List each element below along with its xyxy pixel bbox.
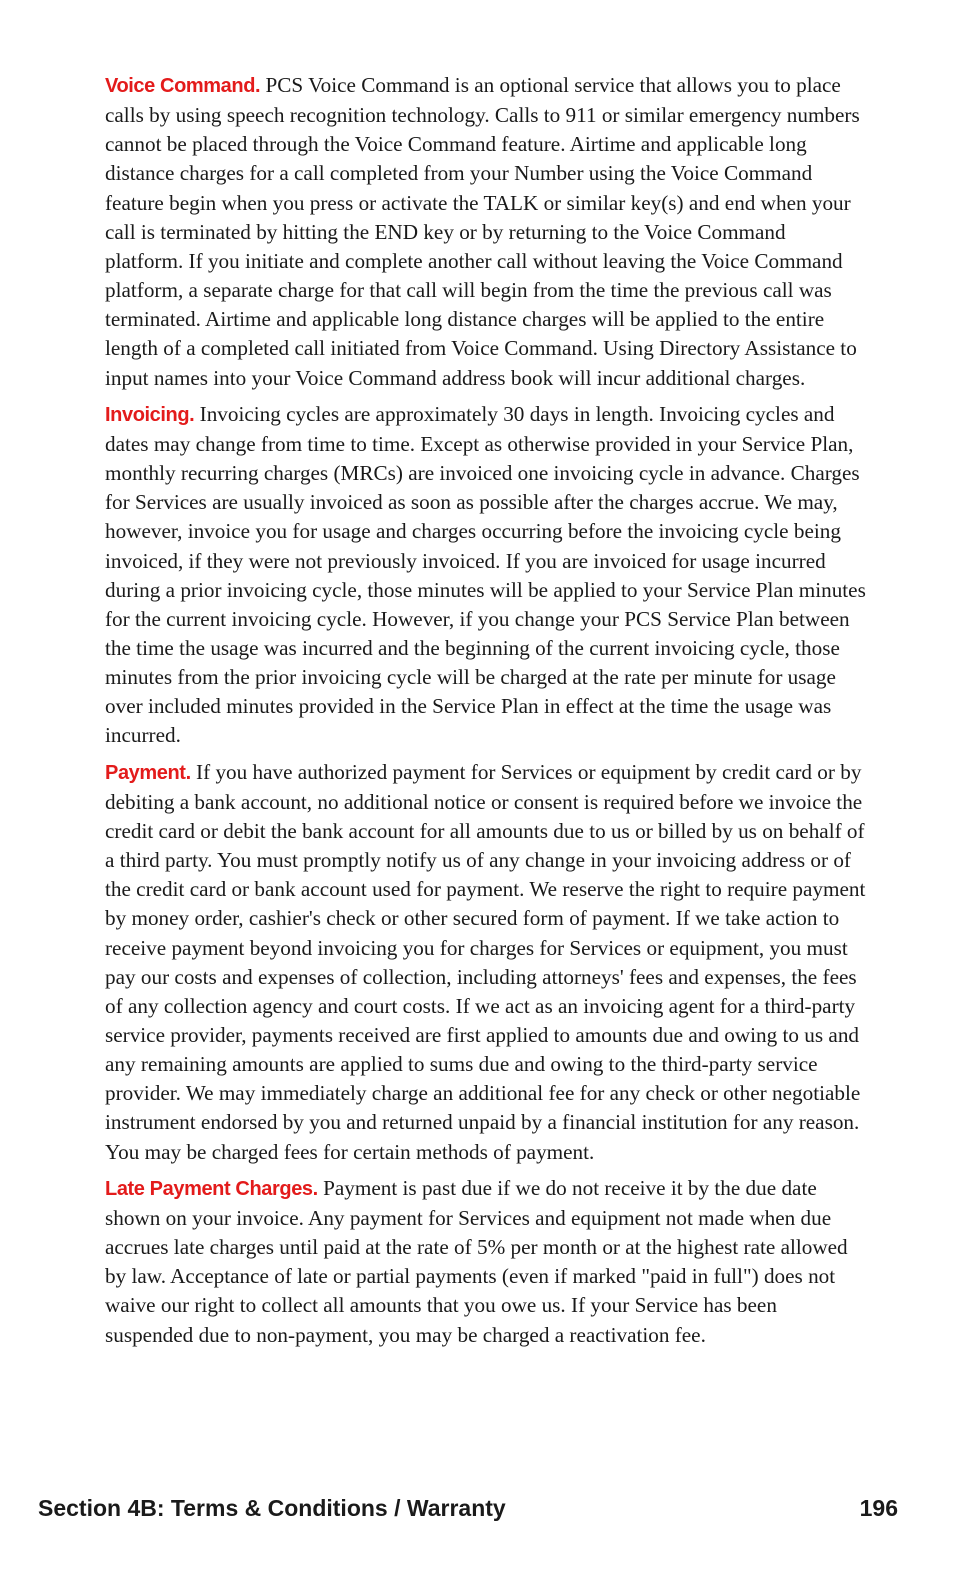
- section-heading: Late Payment Charges.: [105, 1177, 318, 1200]
- section-heading: Voice Command.: [105, 75, 261, 97]
- footer-section-title: Section 4B: Terms & Conditions / Warranty: [38, 1495, 506, 1521]
- section-voice-command: [105, 71, 867, 393]
- section-body: If you have authorized payment for Services or equipment by credit card or by debiting a bank account, no additional notice or consent is required before we invoice the credit card or debit the bank account for all amounts due to us or billed by us on behalf of a third party. You must promptly notify us of any change in your invoicing address or of the credit card or bank account used for payment. We reserve the right to require payment by money order, cashier's check or other secured form of payment. If we take action to receive payment beyond invoicing you for charges for Services or equipment, you must pay our costs and expenses of collection, including attorneys' fees and expenses, the fees of any collection agency and court costs. If we act as an invoicing agent for a third-party service provider, payments received are first applied to amounts due and owing to us and any remaining amounts are applied to sums due and owing to the third-party service provider. We may immediately charge an additional fee for any check or other negotiable instrument endorsed by you and returned unpaid by a financial institution for any reason. You may be charged fees for certain methods of payment.: [105, 759, 866, 1164]
- section-body: PCS Voice Command is an optional service that allows you to place calls by using speech recognition technology. Calls to 911 or similar emergency numbers cannot be placed through the Voice Command feature. Airtime and applicable long distance charges for a call completed from your Number using the Voice Command feature begin when you press or activate the TALK or similar key(s) and end when your call is terminated by hitting the END key or by returning to the Voice Command platform. If you initiate and complete another call without leaving the Voice Command platform, a separate charge for that call will begin from the time the previous call was terminated. Airtime and applicable long distance charges will be applied to the entire length of a completed call initiated from Voice Command. Using Directory Assistance to input names into your Voice Command address book will incur additional charges.: [105, 73, 860, 390]
- section-heading: Invoicing.: [105, 403, 195, 426]
- page-footer: [38, 1495, 898, 1522]
- section-invoicing: [105, 400, 867, 751]
- section-payment: [105, 758, 867, 1167]
- section-body: Payment is past due if we do not receive it by the due date shown on your invoice. Any payment for Services and equipment not made when due accrues late charges until paid at the rate of 5% per month or at the highest rate allowed by law. Acceptance of late or partial payments (even if marked "paid in full") does not waive our right to collect all amounts that you owe us. If your Service has been suspended due to non-payment, you may be charged a reactivation fee.: [105, 1175, 848, 1347]
- section-heading: Payment.: [105, 761, 191, 784]
- page-content: [105, 71, 867, 1357]
- page-number: 196: [859, 1495, 898, 1521]
- section-late-payment-charges: [105, 1174, 867, 1350]
- section-body: Invoicing cycles are approximately 30 days in length. Invoicing cycles and dates may change from time to time. Except as otherwise provided in your Service Plan, monthly recurring charges (MRCs) are invoiced one invoicing cycle in advance. Charges for Services are usually invoiced as soon as possible after the charges accrue. We may, however, invoice you for usage and charges occurring before the invoicing cycle being invoiced, if they were not previously invoiced. If you are invoiced for usage incurred during a prior invoicing cycle, those minutes will be applied to your Service Plan minutes for the current invoicing cycle. However, if you change your PCS Service Plan between the time the usage was incurred and the beginning of the current invoicing cycle, those minutes from the prior invoicing cycle will be charged at the rate per minute for usage over included minutes provided in the Service Plan in effect at the time the usage was incurred.: [105, 401, 866, 748]
